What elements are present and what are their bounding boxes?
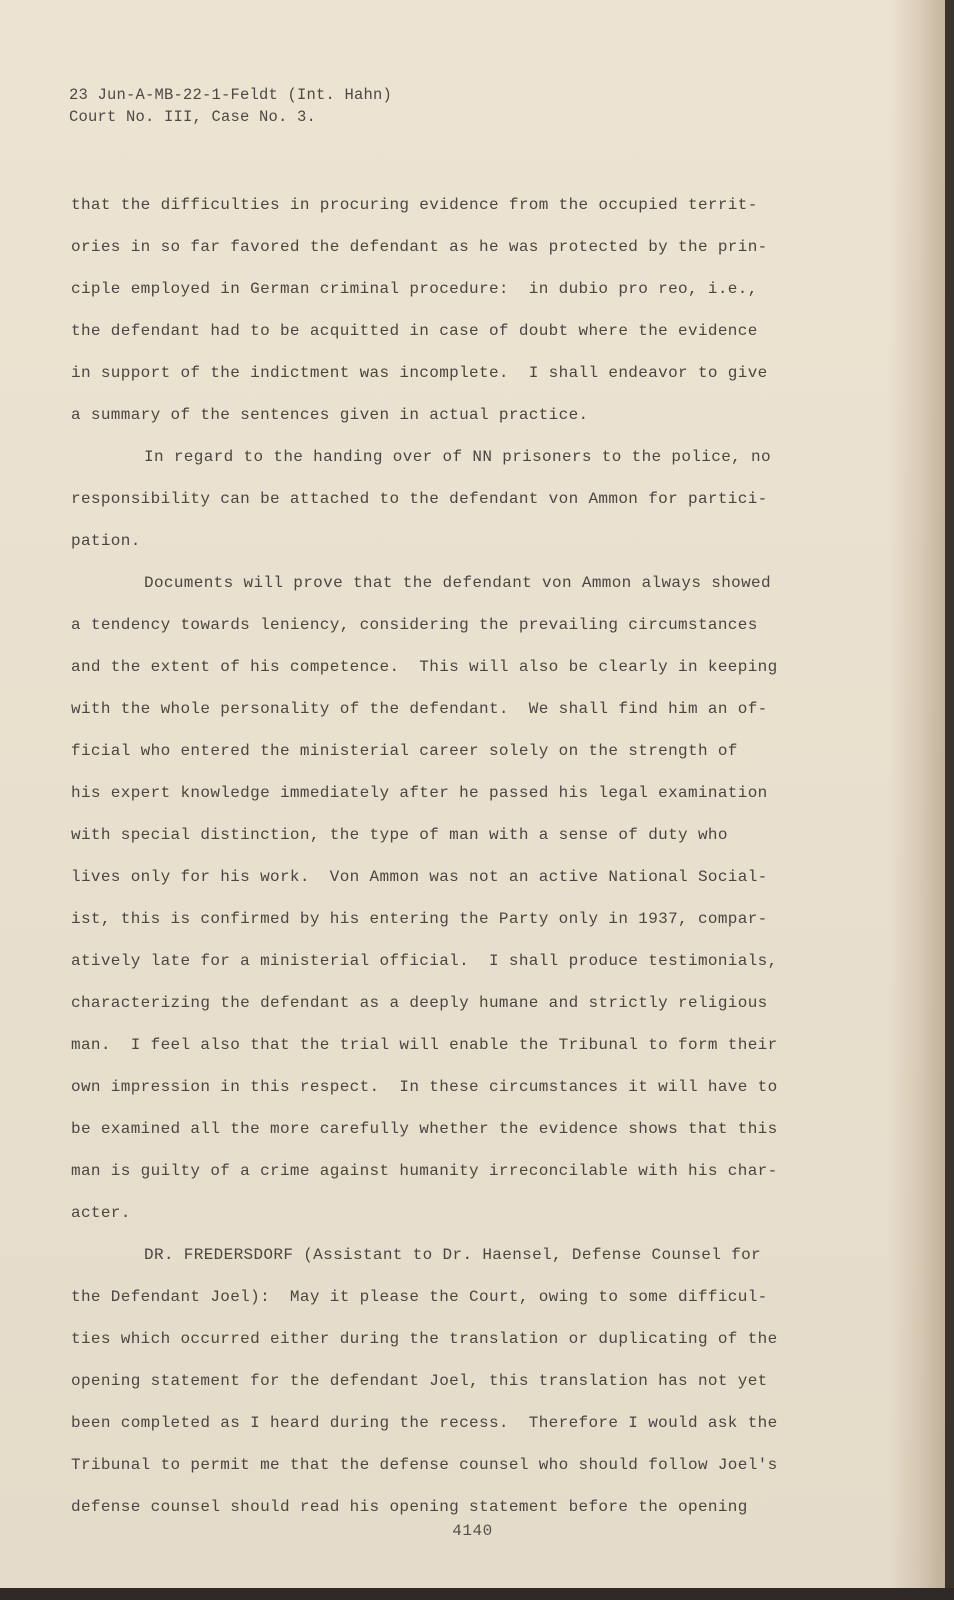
text-line: opening statement for the defendant Joel, this translation has not yet [71,1372,768,1390]
header-reference-line: 23 Jun-A-MB-22-1-Feldt (Int. Hahn) [69,86,393,104]
text-line: a summary of the sentences given in actual practice. [71,406,589,424]
text-line: ist, this is confirmed by his entering the Party only in 1937, compar- [71,910,768,928]
scan-bottom-edge [0,1588,954,1600]
text-line: In regard to the handing over of NN prisoners to the police, no [144,448,771,466]
text-line: ories in so far favored the defendant as he was protected by the prin- [71,238,768,256]
text-line: ties which occurred either during the translation or duplicating of the [71,1330,778,1348]
text-line: ficial who entered the ministerial career solely on the strength of [71,742,738,760]
text-line: lives only for his work. Von Ammon was not an active National Social- [71,868,768,886]
text-line: own impression in this respect. In these circumstances it will have to [71,1078,778,1096]
text-line: pation. [71,532,141,550]
text-line: atively late for a ministerial official. I shall produce testimonials, [71,952,778,970]
text-line: and the extent of his competence. This will also be clearly in keeping [71,658,778,676]
text-line: the Defendant Joel): May it please the Court, owing to some difficul- [71,1288,768,1306]
text-line: DR. FREDERSDORF (Assistant to Dr. Haensel, Defense Counsel for [144,1246,761,1264]
text-line: in support of the indictment was incomplete. I shall endeavor to give [71,364,768,382]
text-line: the defendant had to be acquitted in case of doubt where the evidence [71,322,758,340]
scan-right-edge [945,0,954,1600]
page-number: 4140 [452,1522,493,1540]
text-line: Tribunal to permit me that the defense counsel who should follow Joel's [71,1456,778,1474]
text-line: his expert knowledge immediately after he passed his legal examination [71,784,768,802]
text-line: responsibility can be attached to the defendant von Ammon for partici- [71,490,768,508]
text-line: man. I feel also that the trial will enable the Tribunal to form their [71,1036,778,1054]
text-line: Documents will prove that the defendant von Ammon always showed [144,574,771,592]
text-line: be examined all the more carefully whether the evidence shows that this [71,1120,778,1138]
text-line: ciple employed in German criminal procedure: in dubio pro reo, i.e., [71,280,758,298]
document-body [71,184,806,1528]
text-line: with the whole personality of the defendant. We shall find him an of- [71,700,768,718]
text-line: acter. [71,1204,131,1222]
header-court-line: Court No. III, Case No. 3. [69,108,317,126]
text-line: that the difficulties in procuring evidence from the occupied territ- [71,196,758,214]
text-line: with special distinction, the type of man with a sense of duty who [71,826,728,844]
text-line: a tendency towards leniency, considering the prevailing circumstances [71,616,758,634]
text-line: been completed as I heard during the recess. Therefore I would ask the [71,1414,778,1432]
text-line: defense counsel should read his opening statement before the opening [71,1498,748,1516]
text-line: man is guilty of a crime against humanity irreconcilable with his char- [71,1162,778,1180]
text-line: characterizing the defendant as a deeply humane and strictly religious [71,994,768,1012]
document-header [69,84,392,128]
